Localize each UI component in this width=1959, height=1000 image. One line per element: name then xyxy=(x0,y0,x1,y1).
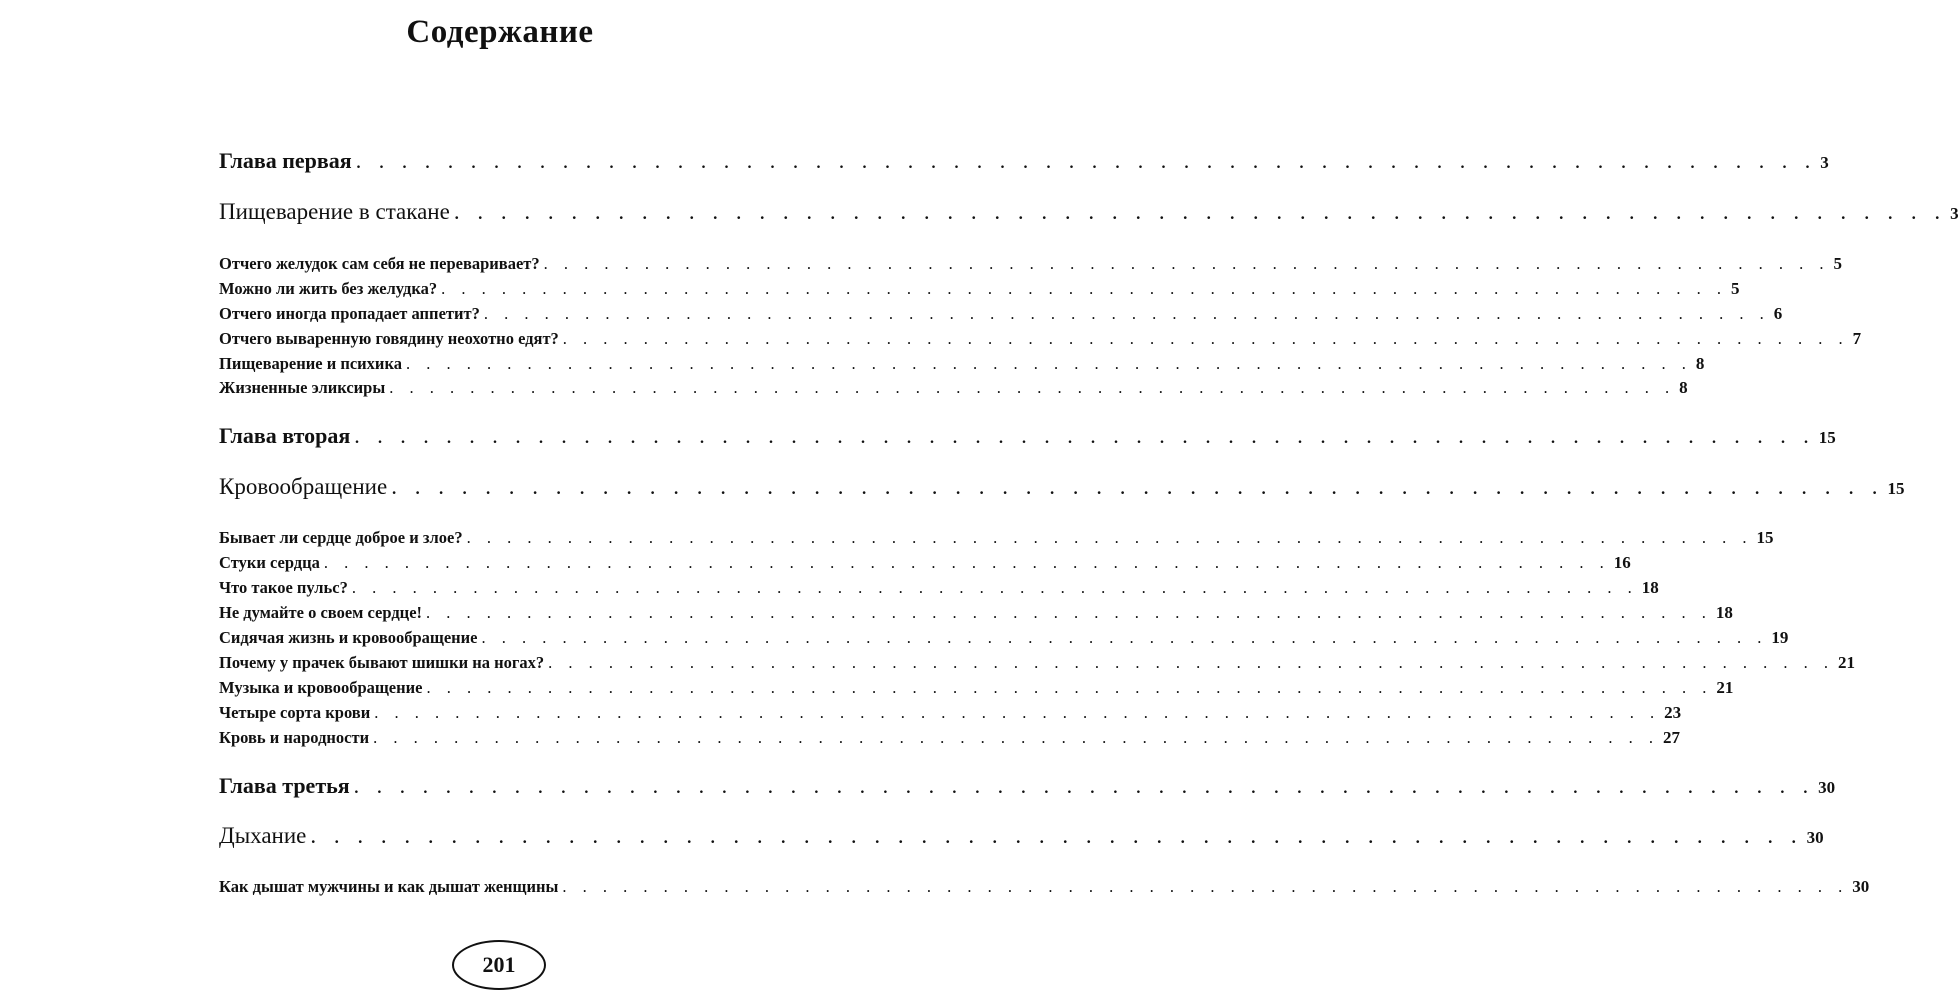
toc-item xyxy=(219,877,1870,897)
toc-leader-dots: . . . . . . . . . . . . . . . . . . . . . . . . . . . . . . . . . . . . . . . . . . . . . . . . . . . . . . . . . . . . . . . . xyxy=(374,703,1661,722)
toc-item xyxy=(219,378,1688,398)
toc-entry-page: 3 xyxy=(1820,153,1829,172)
toc-entry-page: 18 xyxy=(1715,603,1733,622)
toc-entry-page: 19 xyxy=(1771,628,1789,647)
toc-entry-title: Пищеварение и психика xyxy=(219,354,402,373)
toc-item xyxy=(219,728,1680,748)
page-title: Содержание xyxy=(406,14,594,50)
toc-entry-page: 18 xyxy=(1641,578,1659,597)
toc-entry-page: 15 xyxy=(1756,528,1774,547)
toc-entry-title: Отчего иногда пропадает аппетит? xyxy=(219,304,480,323)
toc-leader-dots: . . . . . . . . . . . . . . . . . . . . . . . . . . . . . . . . . . . . . . . . . . . . . . . . . . . . . . . . . . . . . . . . xyxy=(351,578,1638,597)
toc-entry-title: Четыре сорта крови xyxy=(219,703,371,722)
toc-entry-page: 16 xyxy=(1613,553,1631,572)
toc-item xyxy=(219,528,1774,548)
toc-item xyxy=(219,279,1740,299)
toc-entry-title: Жизненные эликсиры xyxy=(219,378,386,397)
toc-entry-title: Что такое пульс? xyxy=(219,578,348,597)
toc-entry-title: Кровообращение xyxy=(219,474,388,499)
toc-entry-page: 3 xyxy=(1950,204,1959,223)
toc-section xyxy=(219,199,1959,225)
toc-leader-dots: . . . . . . . . . . . . . . . . . . . . . . . . . . . . . . . . . . . . . . . . . . . . . . . . . . . . . . . . . . . . . . . . xyxy=(389,378,1676,397)
toc-entry-title: Как дышат мужчины и как дышат женщины xyxy=(219,877,559,896)
toc-entry-title: Глава третья xyxy=(219,773,350,798)
toc-leader-dots: . . . . . . . . . . . . . . . . . . . . . . . . . . . . . . . . . . . . . . . . . . . . . . . . . . . . . . . . . . . . . . . . xyxy=(466,528,1753,547)
toc-entry-page: 23 xyxy=(1664,703,1682,722)
toc-entry-page: 30 xyxy=(1852,877,1870,896)
toc-entry-title: Отчего вываренную говядину неохотно едят? xyxy=(219,329,559,348)
toc-entry-page: 15 xyxy=(1887,479,1905,498)
toc-entry-page: 5 xyxy=(1833,254,1843,273)
toc-item xyxy=(219,653,1855,673)
toc-item xyxy=(219,603,1733,623)
toc-item xyxy=(219,628,1789,648)
toc-entry-page: 5 xyxy=(1730,279,1740,298)
toc-leader-dots: . . . . . . . . . . . . . . . . . . . . . . . . . . . . . . . . . . . . . . . . . . . . . . . . . . . . . . . . . . . . . . . . xyxy=(483,304,1770,323)
toc-chapter xyxy=(219,773,1836,799)
toc-leader-dots: . . . . . . . . . . . . . . . . . . . . . . . . . . . . . . . . . . . . . . . . . . . . . . . . . . . . . . . . . . . . . . . . xyxy=(426,603,1712,622)
toc-leader-dots: . . . . . . . . . . . . . . . . . . . . . . . . . . . . . . . . . . . . . . . . . . . . . . . . . . . . . . . . . . . . . . . . xyxy=(323,553,1610,572)
toc-entry-title: Бывает ли сердце доброе и злое? xyxy=(219,528,463,547)
toc-leader-dots: . . . . . . . . . . . . . . . . . . . . . . . . . . . . . . . . . . . . . . . . . . . . . . . . . . . . . . . . . . . . . . . . xyxy=(391,474,1884,499)
toc-leader-dots: . . . . . . . . . . . . . . . . . . . . . . . . . . . . . . . . . . . . . . . . . . . . . . . . . . . . . . . . . . . . . . . . xyxy=(453,199,1947,224)
toc-section xyxy=(219,823,1824,849)
toc-item xyxy=(219,304,1783,324)
toc-leader-dots: . . . . . . . . . . . . . . . . . . . . . . . . . . . . . . . . . . . . . . . . . . . . . . . . . . . . . . . . . . . . . . . . xyxy=(373,728,1659,747)
toc-leader-dots: . . . . . . . . . . . . . . . . . . . . . . . . . . . . . . . . . . . . . . . . . . . . . . . . . . . . . . . . . . . . . . . . xyxy=(481,628,1768,647)
toc-leader-dots: . . . . . . . . . . . . . . . . . . . . . . . . . . . . . . . . . . . . . . . . . . . . . . . . . . . . . . . . . . . . . . . . xyxy=(562,877,1849,896)
toc-entry-title: Музыка и кровообращение xyxy=(219,678,423,697)
toc-entry-page: 7 xyxy=(1852,329,1862,348)
toc-chapter xyxy=(219,148,1829,174)
toc-entry-title: Кровь и народности xyxy=(219,728,370,747)
toc-leader-dots: . . . . . . . . . . . . . . . . . . . . . . . . . . . . . . . . . . . . . . . . . . . . . . . . . . . . . . . . . . . . . . . . xyxy=(355,148,1817,173)
toc-item xyxy=(219,354,1705,374)
toc-entry-title: Почему у прачек бывают шишки на ногах? xyxy=(219,653,545,672)
toc-entry-title: Отчего желудок сам себя не переваривает? xyxy=(219,254,540,273)
toc-leader-dots: . . . . . . . . . . . . . . . . . . . . . . . . . . . . . . . . . . . . . . . . . . . . . . . . . . . . . . . . . . . . . . . . xyxy=(405,354,1692,373)
toc-leader-dots: . . . . . . . . . . . . . . . . . . . . . . . . . . . . . . . . . . . . . . . . . . . . . . . . . . . . . . . . . . . . . . . . xyxy=(426,678,1713,697)
page-number: 201 xyxy=(482,952,516,977)
toc-item xyxy=(219,578,1659,598)
toc-chapter xyxy=(219,423,1836,449)
toc-item xyxy=(219,703,1682,723)
toc-item xyxy=(219,553,1631,573)
toc-entry-title: Не думайте о своем сердце! xyxy=(219,603,423,622)
toc-entry-title: Стуки сердца xyxy=(219,553,320,572)
toc-leader-dots: . . . . . . . . . . . . . . . . . . . . . . . . . . . . . . . . . . . . . . . . . . . . . . . . . . . . . . . . . . . . . . . . xyxy=(310,823,1803,848)
toc-entry-page: 27 xyxy=(1663,728,1680,747)
toc-leader-dots: . . . . . . . . . . . . . . . . . . . . . . . . . . . . . . . . . . . . . . . . . . . . . . . . . . . . . . . . . . . . . . . . xyxy=(548,653,1834,672)
toc-entry-title: Сидячая жизнь и кровообращение xyxy=(219,628,478,647)
toc-entry-title: Дыхание xyxy=(219,823,307,848)
toc-entry-title: Пищеварение в стакане xyxy=(219,199,450,224)
toc-leader-dots: . . . . . . . . . . . . . . . . . . . . . . . . . . . . . . . . . . . . . . . . . . . . . . . . . . . . . . . . . . . . . . . . xyxy=(562,329,1849,348)
toc-leader-dots: . . . . . . . . . . . . . . . . . . . . . . . . . . . . . . . . . . . . . . . . . . . . . . . . . . . . . . . . . . . . . . . . xyxy=(353,773,1815,798)
toc-item xyxy=(219,678,1734,698)
toc-item xyxy=(219,329,1862,349)
toc-leader-dots: . . . . . . . . . . . . . . . . . . . . . . . . . . . . . . . . . . . . . . . . . . . . . . . . . . . . . . . . . . . . . . . . xyxy=(354,423,1815,448)
toc-entry-page: 30 xyxy=(1818,778,1836,797)
toc-entry-page: 21 xyxy=(1838,653,1855,672)
toc-entry-page: 30 xyxy=(1806,828,1824,847)
toc-item xyxy=(219,254,1843,274)
page-number-badge xyxy=(452,940,546,990)
toc-entry-title: Можно ли жить без желудка? xyxy=(219,279,438,298)
toc-entry-title: Глава первая xyxy=(219,148,352,173)
toc-entry-page: 8 xyxy=(1679,378,1688,397)
toc-entry-page: 15 xyxy=(1818,428,1836,447)
toc-leader-dots: . . . . . . . . . . . . . . . . . . . . . . . . . . . . . . . . . . . . . . . . . . . . . . . . . . . . . . . . . . . . . . . . xyxy=(543,254,1830,273)
toc-entry-title: Глава вторая xyxy=(219,423,351,448)
toc-leader-dots: . . . . . . . . . . . . . . . . . . . . . . . . . . . . . . . . . . . . . . . . . . . . . . . . . . . . . . . . . . . . . . . . xyxy=(441,279,1727,298)
toc-entry-page: 6 xyxy=(1773,304,1783,323)
toc-entry-page: 21 xyxy=(1716,678,1734,697)
toc-entry-page: 8 xyxy=(1695,354,1705,373)
toc-section xyxy=(219,474,1905,500)
